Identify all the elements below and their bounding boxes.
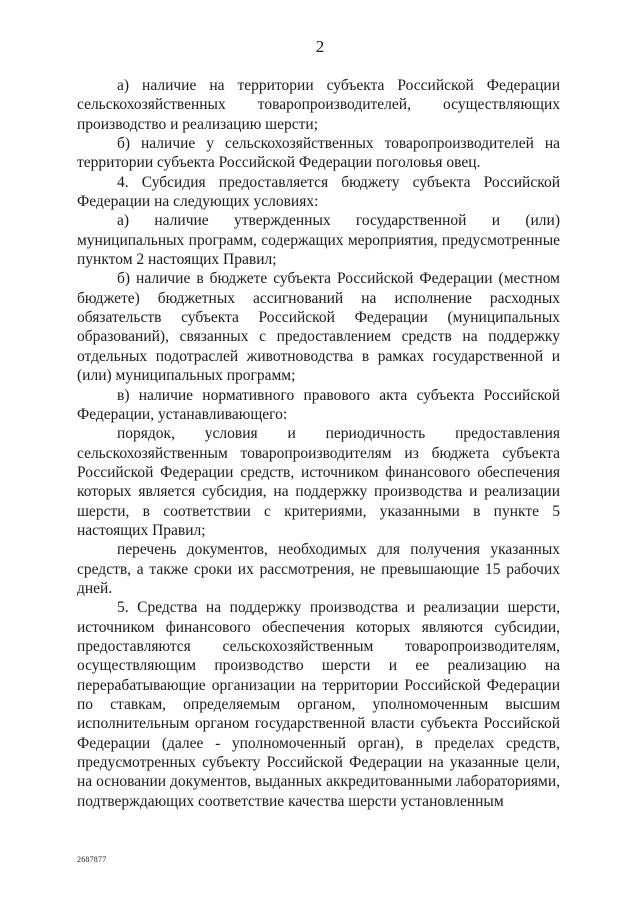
paragraph-4b: б) наличие в бюджете субъекта Российской Федерации (местном бюджете) бюджетных ассигнований на исполнение расходных обязательств субъекта Российской Федерации (муниципальных образований), связанных с предоставлением средств на поддержку отдельных подотраслей животноводства в рамках государственной и (или) муниципальных программ;	[77, 270, 560, 385]
paragraph-4: 4. Субсидия предоставляется бюджету субъекта Российской Федерации на следующих условиях:	[77, 173, 560, 211]
paragraph-3a: а) наличие на территории субъекта Российской Федерации сельскохозяйственных товаропроизводителей, осуществляющих производство и реализацию шерсти;	[77, 77, 560, 133]
paragraph-3b: б) наличие у сельскохозяйственных товаропроизводителей на территории субъекта Российской Федерации поголовья овец.	[77, 135, 560, 172]
document-id: 2687877	[77, 855, 107, 864]
paragraph-5: 5. Средства на поддержку производства и реализации шерсти, источником финансового обеспечения которых являются субсидии, предоставляются сельскохозяйственным товаропроизводителям, осуществляющим производство шерсти и ее реализацию на перерабатывающие организации на территории Российской Федерации по ставкам, определяемым органом, уполномоченным высшим исполнительным органом государственной власти субъекта Российской Федерации (далее - уполномоченный орган), в пределах средств, предусмотренных субъекту Российской Федерации на указанные цели, на основании документов, выданных аккредитованными лабораториями, подтверждающих соответствие качества шерсти установленным	[77, 599, 560, 810]
document-body	[77, 76, 560, 811]
paragraph-4a: а) наличие утвержденных государственной и (или) муниципальных программ, содержащих мероприятия, предусмотренные пунктом 2 настоящих Правил;	[77, 212, 560, 269]
page-number: 2	[315, 37, 325, 56]
paragraph-4c-documents: перечень документов, необходимых для получения указанных средств, а также сроки их рассмотрения, не превышающие 15 рабочих дней.	[77, 541, 560, 597]
paragraph-4c-procedure: порядок, условия и периодичность предоставления сельскохозяйственным товаропроизводителям из бюджета субъекта Российской Федерации средств, источником финансового обеспечения которых является субсидия, на поддержку производства и реализации шерсти, в соответствии с критериями, указанными в пункте 5 настоящих Правил;	[77, 425, 560, 539]
paragraph-4c: в) наличие нормативного правового акта субъекта Российской Федерации, устанавливающего:	[77, 386, 560, 423]
